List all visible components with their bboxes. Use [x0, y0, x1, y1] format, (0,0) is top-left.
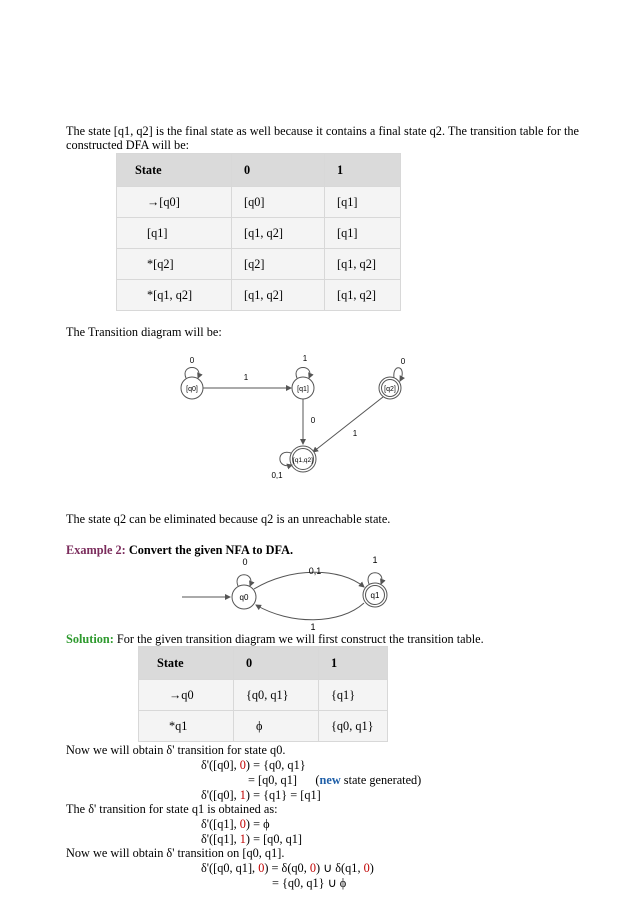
equation: = {q0, q1} ∪ ϕ [272, 876, 347, 890]
transition-label: 1 [302, 354, 308, 363]
table-header-1: 1 [325, 154, 401, 187]
nfa-diagram [180, 553, 410, 633]
solution-line [66, 632, 484, 646]
solution-label: Solution: [66, 632, 114, 646]
edge-q2-q12 [310, 397, 383, 452]
state-q1q2 [271, 446, 316, 480]
derivation-line-q0: Now we will obtain δ' transition for state q0. [66, 743, 286, 757]
state-label: q0 [239, 593, 249, 602]
transition-label: 1 [352, 429, 358, 438]
transition-label: 0 [310, 416, 316, 425]
equation: δ'([q0, q1], 0) = δ(q0, 0) ∪ δ(q1, 0) [201, 861, 374, 875]
table-header-0: 0 [232, 154, 325, 187]
dfa-transition-diagram [170, 348, 420, 488]
transition-label: 0 [242, 557, 248, 567]
state-q0 [181, 356, 203, 399]
transition-label: 0 [189, 356, 195, 365]
transition-label: 1 [243, 373, 249, 382]
table-row: *q1 ϕ {q0, q1} [139, 711, 388, 742]
state-label: [q1] [297, 386, 309, 393]
diagram-intro-text: The Transition diagram will be: [66, 325, 222, 339]
state-label: [q0] [186, 386, 198, 393]
q0-self-loop [185, 368, 199, 379]
equation: δ'([q1], 1) = [q0, q1] [201, 832, 303, 846]
equation: δ'([q0], 1) = {q1} = [q1] [201, 788, 321, 802]
table-row: *[q2] [q2] [q1, q2] [117, 249, 401, 280]
state-q1 [363, 555, 387, 607]
table-header-state: State [117, 154, 232, 187]
state-label: [q2] [384, 386, 396, 393]
table-header-state: State [139, 647, 234, 680]
equation: δ'([q0], 0) = {q0, q1} [201, 758, 306, 772]
derivation-line-q0q1: Now we will obtain δ' transition on [q0, q1]. [66, 846, 285, 860]
transition-label: 0 [400, 357, 406, 366]
q1-self-loop [296, 368, 310, 379]
transition-label: 0,1 [308, 566, 322, 576]
intro-paragraph: The state [q1, q2] is the final state as well because it contains a final state q2. The transition table for the constructed DFA will be: [66, 124, 580, 152]
dfa-transition-table [116, 153, 401, 311]
state-q2 [379, 357, 406, 399]
example-label: Example 2: [66, 543, 126, 557]
state-q1 [292, 354, 314, 399]
table-row: [q1] [q1, q2] [q1] [117, 218, 401, 249]
table-header-0: 0 [234, 647, 319, 680]
state-q0 [232, 557, 256, 609]
state-label: q1 [370, 591, 380, 600]
state-label: [q1,q2] [293, 457, 313, 464]
equation: = [q0, q1] (new state generated) [248, 773, 422, 787]
table-header-1: 1 [319, 647, 388, 680]
table-row: *[q1, q2] [q1, q2] [q1, q2] [117, 280, 401, 311]
transition-label: 1 [372, 555, 378, 565]
q0-self-loop [237, 575, 251, 586]
derivation-line-q1: The δ' transition for state q1 is obtained as: [66, 802, 278, 816]
transition-label: 0,1 [271, 471, 283, 480]
nfa-transition-table [138, 646, 388, 742]
q1-self-loop [368, 573, 382, 584]
equation: δ'([q1], 0) = ϕ [201, 817, 270, 831]
table-row: →[q0] [q0] [q1] [117, 187, 401, 218]
transition-label: 1 [310, 622, 316, 632]
example-text: Convert the given NFA to DFA. [128, 543, 294, 557]
table-row: →q0 {q0, q1} {q1} [139, 680, 388, 711]
eliminated-text: The state q2 can be eliminated because q2 is an unreachable state. [66, 512, 391, 526]
solution-text: For the given transition diagram we will first construct the transition table. [116, 632, 484, 646]
edge-q1-q0 [256, 603, 364, 620]
